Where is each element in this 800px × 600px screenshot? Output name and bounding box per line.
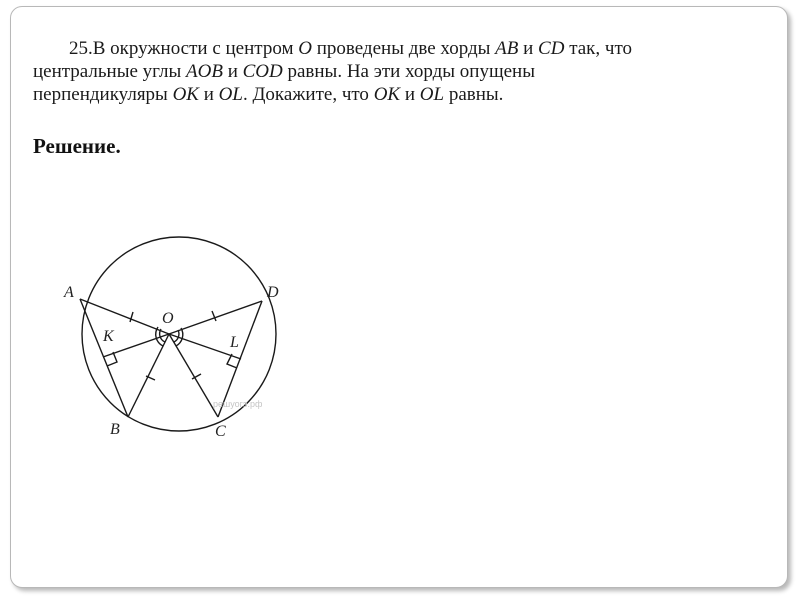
problem-line-2: центральные углы AOB и COD равны. На эти хорды опущены [33,61,535,82]
circle-diagram [55,219,305,449]
label-c: C [215,423,226,440]
label-b: B [110,421,120,438]
slide-frame [10,6,788,588]
tick-mark-oa [130,312,133,322]
geometry-figure [55,219,305,454]
chord-ab [80,299,128,417]
problem-number: 25. [69,38,93,59]
label-l: L [230,334,239,351]
tick-mark-od [212,311,216,321]
radius-oa [80,299,169,334]
watermark: решуогэ.рф [213,399,263,409]
problem-statement [33,37,773,106]
label-k: K [103,328,114,345]
problem-line-3: перпендикуляры OK и OL. Докажите, что OK и OL равны. [33,84,504,105]
solution-heading: Решение. [33,134,121,158]
label-o: O [162,310,174,327]
problem-line-1: 25.В окружности с центром O проведены две хорды AB и CD так, что [69,38,632,59]
label-d: D [267,284,279,301]
label-a: A [64,284,74,301]
radius-od [169,301,262,334]
